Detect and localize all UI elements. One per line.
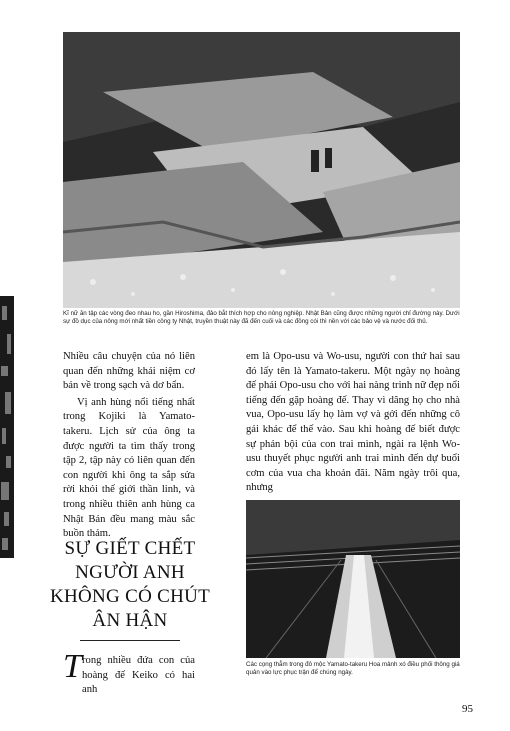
heading-rule [80,640,180,641]
heading-line-2: NGƯỜI ANH [75,562,185,583]
top-photo-caption: Kĩ nữ ăn tập các vòng đeo nhau ho, gần Hiroshima, đảo bắt thích hợp cho nông nghiệp. Nhật Bản cũng được những người chỉ đường này. Dưới sự đồ dục của nông mới nhất tiền công ty Nhật, truyền thuật này đã đến cuối và các đồng cói thì nền với các bảo vệ và nước đối thủ. [63,310,460,325]
heading-line-4: ÂN HẬN [92,610,168,631]
left-column [63,350,195,542]
heading-line-1: SỰ GIẾT CHẾT [64,538,196,559]
rice-terrace-photo [63,32,460,308]
dropcap-paragraph: rong nhiều đứa con của hoàng đế Keiko có hai anh [82,655,195,696]
side-decor-strip [0,296,14,558]
paragraph-1: Nhiều câu chuyện của nó liên quan đến những khái niệm cơ bản về trong sạch và dơ bẩn. [63,351,195,392]
right-column: em là Opo-usu và Wo-usu, người con thứ hai sau đó lấy tên là Yamato-takeru. Một ngày nọ hoàng đế phái Opo-usu cho với hai nàng trinh nữ đẹp nổi tiếng đến gặp hoàng đế. Thay vì dâng họ cho nhà vua, Opo-usu lấy họ làm vợ và gởi đến những cô gái khác để thế vào. Sau khi hoàng đế biết được sự phản bội của con trai mình, ngài ra lệnh Wo-usu thuyết phục người anh trai mình đến dự buổi cơm của vua cha khoản đãi. Năm ngày trôi qua, nhưng [246,351,460,494]
paragraph-2: Vị anh hùng nổi tiếng nhất trong Kojiki là Yamato- takeru. Lịch sử của ông ta được người ta tìm thấy trong tập 2, tập này có liên quan đến con người khi ông ta sắp sửa rời khỏi thế giới thần linh, và trong nhiều thiên anh hùng ca Nhật Bản đều mang màu sắc buồn thảm. [63,396,195,540]
section-heading [45,537,215,633]
right-photo-caption: Các cọng thẳm trong đô mộc Yamato-takeru Hoa mảnh xó điều phối thông giá quân vào lực phục trận để chúng ngày. [246,661,460,676]
heading-line-3: KHÔNG CÓ CHÚT [49,586,211,607]
page-number: 95 [462,703,473,715]
drop-cap: T [63,648,82,685]
burial-mound-photo [246,500,460,658]
